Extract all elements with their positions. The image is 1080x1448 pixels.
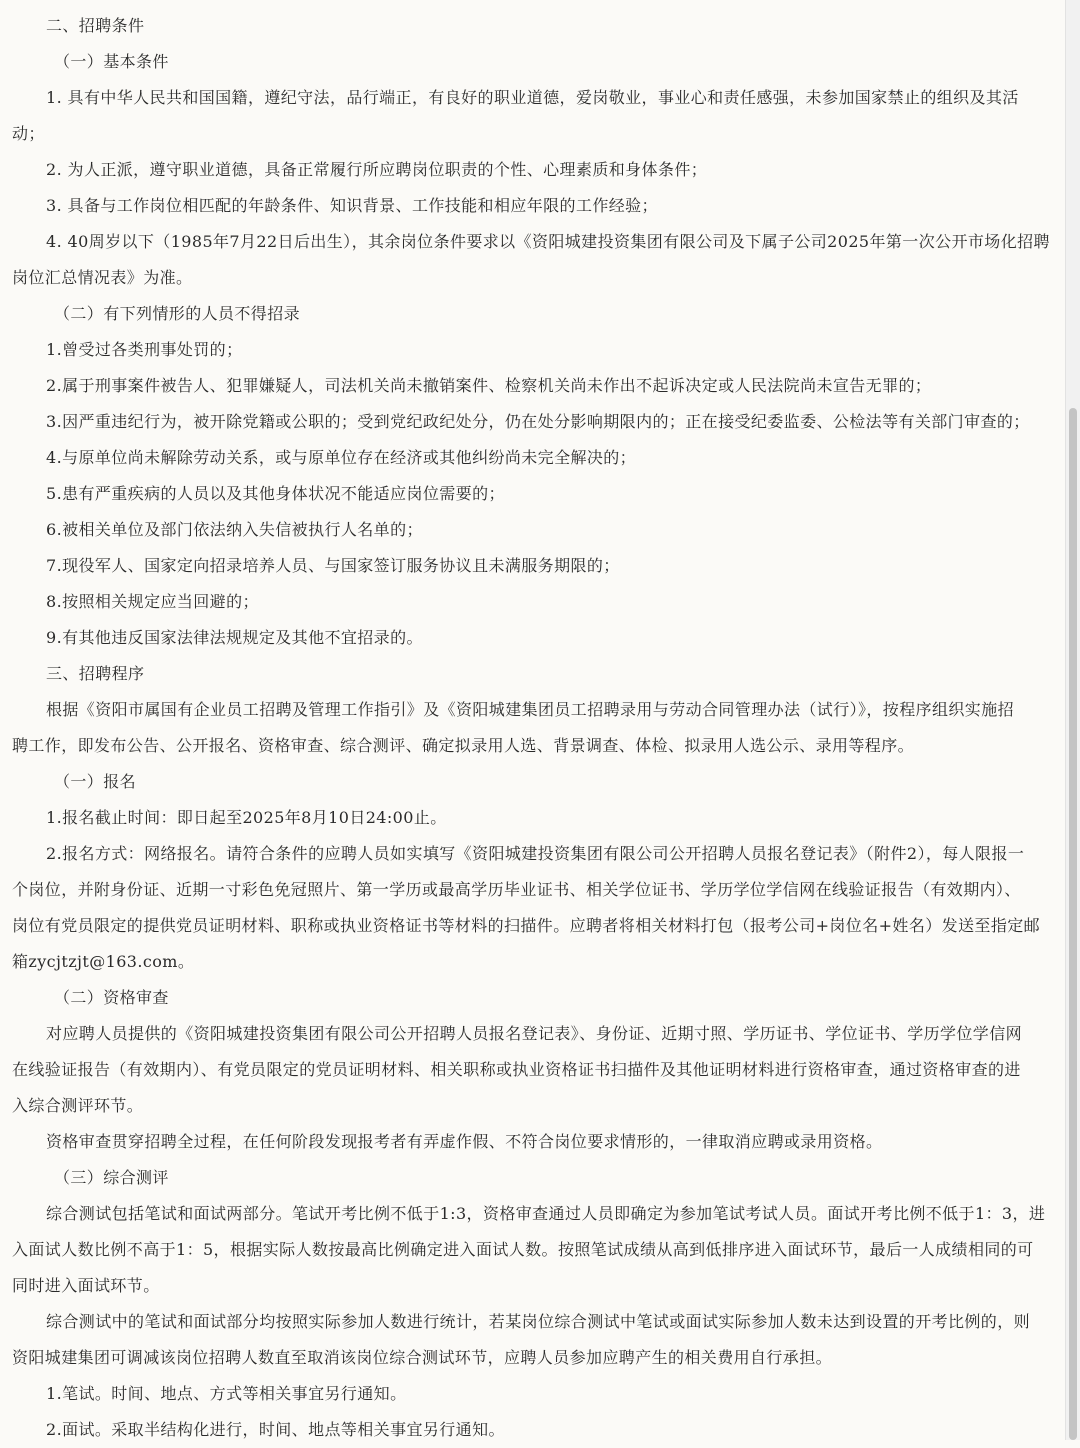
list-item: 5.患有严重疾病的人员以及其他身体状况不能适应岗位需要的； bbox=[46, 484, 505, 503]
paragraph-line: 根据《资阳市属国有企业员工招聘及管理工作指引》及《资阳城建集团员工招聘录用与劳动合同管理办法（试行）》，按程序组织实施招 bbox=[46, 700, 1015, 719]
paragraph-line: 同时进入面试环节。 bbox=[12, 1276, 160, 1295]
scrollbar-thumb[interactable] bbox=[1069, 408, 1077, 1440]
paragraph-line: 岗位有党员限定的提供党员证明材料、职称或执业资格证书等材料的扫描件。应聘者将相关材料打包（报考公司+岗位名+姓名）发送至指定邮 bbox=[12, 916, 1041, 935]
paragraph-line: 资阳城建集团可调减该岗位招聘人数直至取消该岗位综合测试环节，应聘人员参加应聘产生的相关费用自行承担。 bbox=[12, 1348, 833, 1367]
section-heading: 三、招聘程序 bbox=[46, 664, 145, 683]
paragraph-line: 1.报名截止时间：即日起至2025年8月10日24:00止。 bbox=[46, 808, 447, 827]
paragraph-line: 入面试人数比例不高于1：5，根据实际人数按最高比例确定进入面试人数。按照笔试成绩从高到低排序进入面试环节，最后一人成绩相同的可 bbox=[12, 1240, 1034, 1259]
paragraph-line: 2. 为人正派，遵守职业道德，具备正常履行所应聘岗位职责的个性、心理素质和身体条件； bbox=[46, 160, 708, 179]
paragraph-line: 在线验证报告（有效期内）、有党员限定的党员证明材料、相关职称或执业资格证书扫描件及其他证明材料进行资格审查，通过资格审查的进 bbox=[12, 1060, 1021, 1079]
paragraph-line: 聘工作，即发布公告、公开报名、资格审查、综合测评、确定拟录用人选、背景调查、体检、拟录用人选公示、录用等程序。 bbox=[12, 736, 915, 755]
document-body bbox=[12, 8, 1062, 1448]
paragraph-line: 综合测试中的笔试和面试部分均按照实际参加人数进行统计，若某岗位综合测试中笔试或面试实际参加人数未达到设置的开考比例的，则 bbox=[46, 1312, 1031, 1331]
vertical-scrollbar[interactable] bbox=[1065, 0, 1080, 1440]
subsection-heading: （一）报名 bbox=[54, 772, 137, 791]
paragraph-line: 岗位汇总情况表》为准。 bbox=[12, 268, 193, 287]
list-item: 7.现役军人、国家定向招录培养人员、与国家签订服务协议且未满服务期限的； bbox=[46, 556, 620, 575]
list-item: 1.曾受过各类刑事处罚的； bbox=[46, 340, 243, 359]
paragraph-line: 1. 具有中华人民共和国国籍，遵纪守法，品行端正，有良好的职业道德，爱岗敬业，事业心和责任感强，未参加国家禁止的组织及其活 bbox=[46, 88, 1019, 107]
list-item: 9.有其他违反国家法律法规规定及其他不宜招录的。 bbox=[46, 628, 423, 647]
paragraph-line: 入综合测评环节。 bbox=[12, 1096, 144, 1115]
list-item: 3.因严重违纪行为，被开除党籍或公职的；受到党纪政纪处分，仍在处分影响期限内的；正在接受纪委监委、公检法等有关部门审查的； bbox=[46, 412, 1030, 431]
paragraph-line: 资格审查贯穿招聘全过程，在任何阶段发现报考者有弄虚作假、不符合岗位要求情形的，一律取消应聘或录用资格。 bbox=[46, 1132, 883, 1151]
list-item: 6.被相关单位及部门依法纳入失信被执行人名单的； bbox=[46, 520, 423, 539]
paragraph-line: 综合测试包括笔试和面试两部分。笔试开考比例不低于1:3，资格审查通过人员即确定为参加笔试考试人员。面试开考比例不低于1：3，进 bbox=[46, 1204, 1046, 1223]
subsection-heading: （二）有下列情形的人员不得招录 bbox=[54, 304, 301, 323]
paragraph-line: 个岗位，并附身份证、近期一寸彩色免冠照片、第一学历或最高学历毕业证书、相关学位证书、学历学位学信网在线验证报告（有效期内）、 bbox=[12, 880, 1021, 899]
subsection-heading: （一）基本条件 bbox=[54, 52, 169, 71]
paragraph-line: 动； bbox=[12, 124, 45, 143]
subsection-heading: （三）综合测评 bbox=[54, 1168, 169, 1187]
paragraph-line: 2.报名方式：网络报名。请符合条件的应聘人员如实填写《资阳城建投资集团有限公司公开招聘人员报名登记表》（附件2），每人限报一 bbox=[46, 844, 1025, 863]
list-item: 1.笔试。时间、地点、方式等相关事宜另行通知。 bbox=[46, 1384, 407, 1403]
list-item: 8.按照相关规定应当回避的； bbox=[46, 592, 259, 611]
paragraph-line: 对应聘人员提供的《资阳城建投资集团有限公司公开招聘人员报名登记表》、身份证、近期寸照、学历证书、学位证书、学历学位学信网 bbox=[46, 1024, 1023, 1043]
list-item: 2.属于刑事案件被告人、犯罪嫌疑人，司法机关尚未撤销案件、检察机关尚未作出不起诉决定或人民法院尚未宣告无罪的； bbox=[46, 376, 932, 395]
subsection-heading: （二）资格审查 bbox=[54, 988, 169, 1007]
section-heading: 二、招聘条件 bbox=[46, 16, 145, 35]
paragraph-line: 3. 具备与工作岗位相匹配的年龄条件、知识背景、工作技能和相应年限的工作经验； bbox=[46, 196, 658, 215]
paragraph-line: 4. 40周岁以下（1985年7月22日后出生），其余岗位条件要求以《资阳城建投资集团有限公司及下属子公司2025年第一次公开市场化招聘 bbox=[46, 232, 1050, 251]
paragraph-line: 箱zycjtzjt@163.com。 bbox=[12, 952, 195, 971]
list-item: 4.与原单位尚未解除劳动关系，或与原单位存在经济或其他纠纷尚未完全解决的； bbox=[46, 448, 637, 467]
list-item: 2.面试。采取半结构化进行，时间、地点等相关事宜另行通知。 bbox=[46, 1420, 505, 1439]
